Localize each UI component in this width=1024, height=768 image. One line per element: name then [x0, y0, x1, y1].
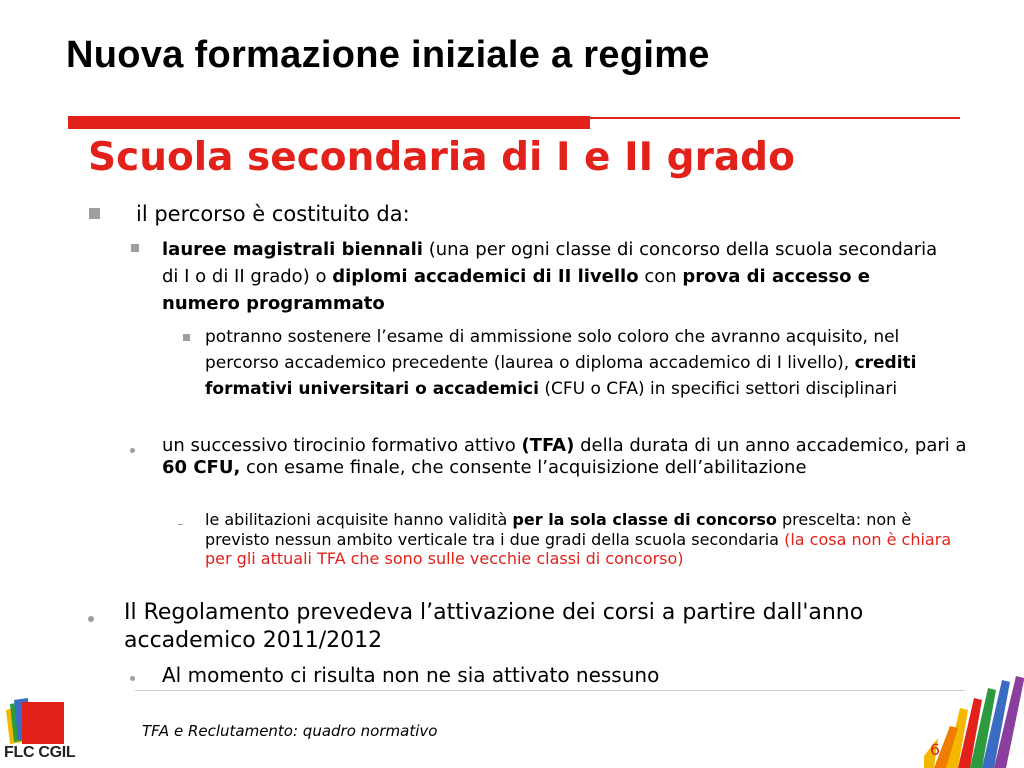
bullet-text-regolamento: Il Regolamento prevedeva l’attivazione dei corsi a partire dall'anno accademico 2011/2012 [124, 600, 864, 653]
slide-title: Nuova formazione iniziale a regime [66, 34, 710, 76]
title-underline-thick [68, 116, 590, 129]
bullet-text-ammissione: potranno sostenere l’esame di ammissione solo coloro che avranno acquisito, nel percorso accademico precedente (laurea o diploma accademico di I livello), crediti formativi universitari o accademici (CFU o CFA) in specifici settori disciplinari [205, 327, 917, 399]
bullet-square-icon [89, 208, 100, 219]
logo-wordmark: FLC CGIL [4, 744, 76, 761]
bullet-dot-icon [88, 616, 94, 622]
page-number: 6 [929, 740, 941, 759]
bullet-text-momento: Al momento ci risulta non ne sia attivato nessuno [162, 663, 660, 687]
bullet-dot-icon [130, 448, 135, 453]
bullet-text-percorso: il percorso è costituito da: [136, 202, 410, 226]
footer-caption: TFA e Reclutamento: quadro normativo [142, 722, 438, 740]
footer-divider [135, 690, 965, 691]
bullet-text-tirocinio: un successivo tirocinio formativo attivo (TFA) della durata di un anno accademico, pari a 60 CFU, con esame finale, che consente l’acquisizione dell’abilitazione [162, 435, 967, 478]
bullet-dash-icon [178, 524, 183, 525]
bullet-text-abilitazioni: le abilitazioni acquisite hanno validità per la sola classe di concorso prescelta: non è previsto nessun ambito verticale tra i due gradi della scuola secondaria (la cosa non è chiara per gli attuali TFA che sono sulle vecchie classi di concorso) [205, 510, 952, 568]
bullet-text-lauree: lauree magistrali biennali (una per ogni classe di concorso della scuola secondaria di I o di II grado) o diplomi accademici di II livello con prova di accesso e numero programmato [162, 239, 938, 314]
bullet-square-icon [131, 244, 139, 252]
bullet-dot-icon [130, 676, 135, 681]
title-underline-thin [590, 117, 960, 119]
slide-subtitle: Scuola secondaria di I e II grado [88, 135, 795, 180]
bullet-square-icon [183, 334, 190, 341]
